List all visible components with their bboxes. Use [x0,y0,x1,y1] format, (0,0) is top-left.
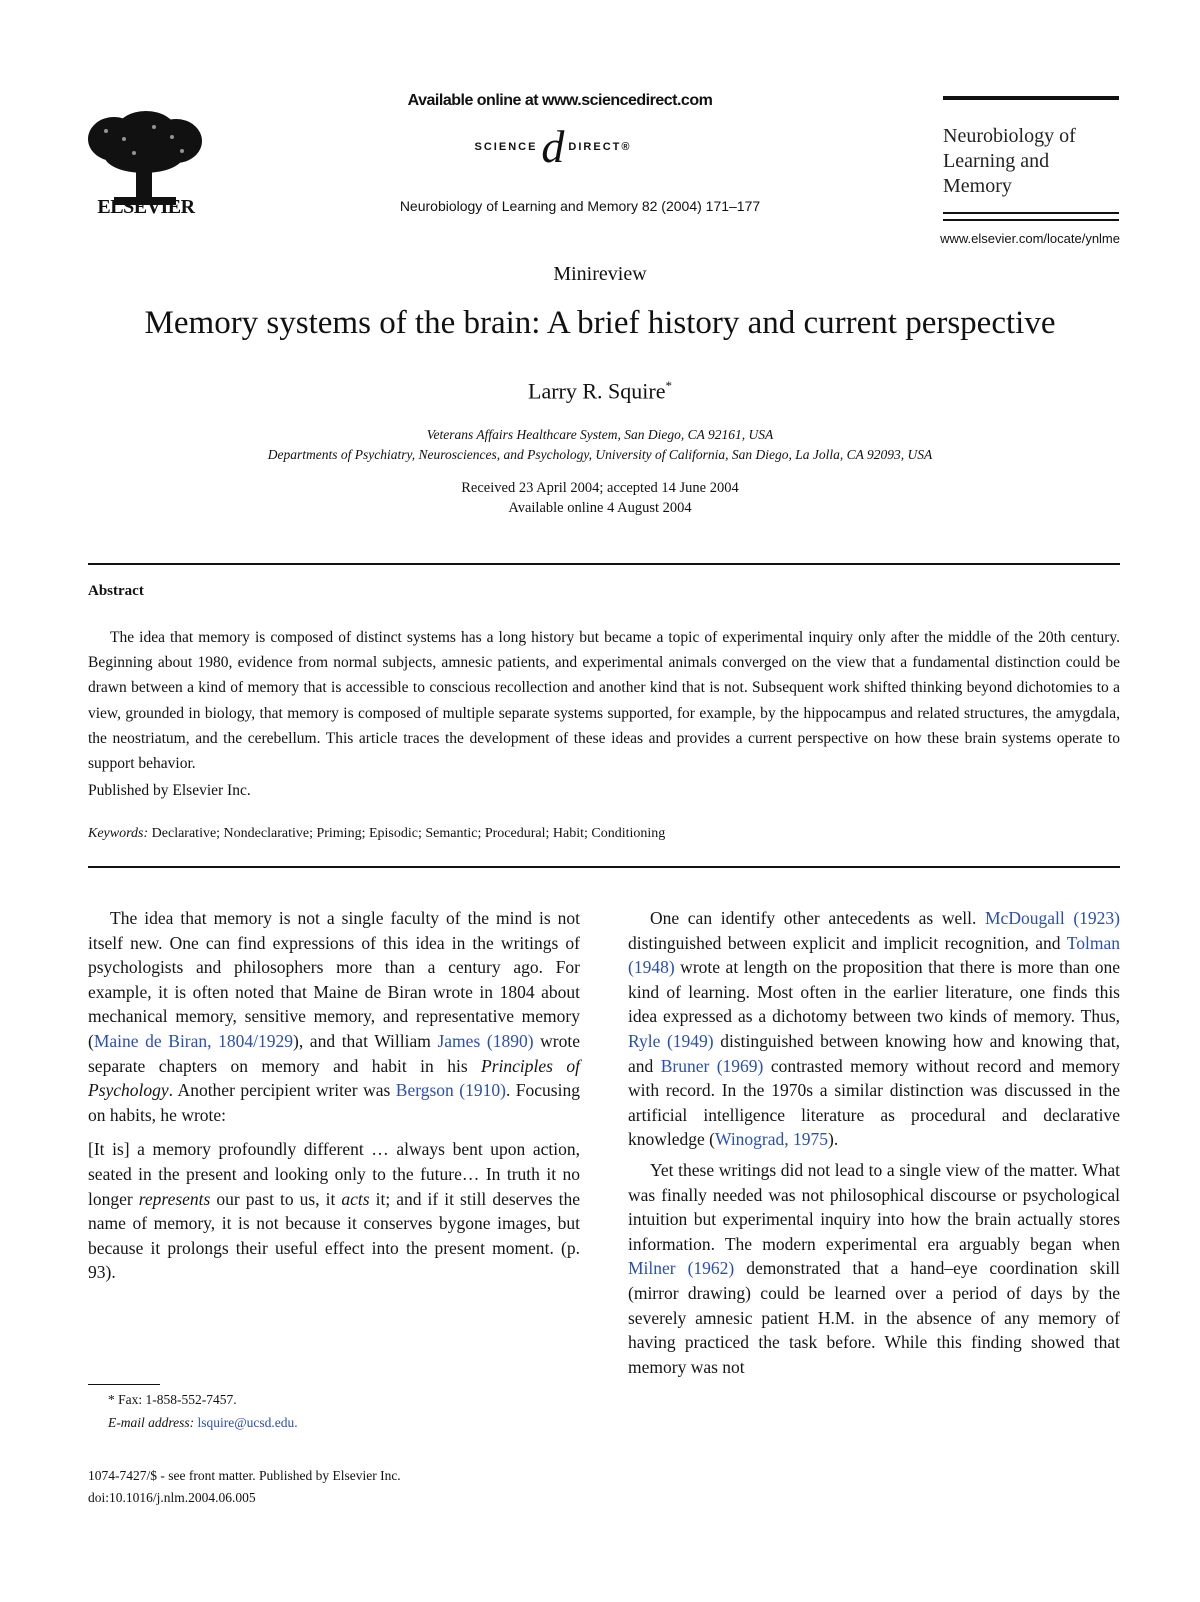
sciencedirect-logo [438,121,668,172]
author-name: Larry R. Squire [528,378,666,404]
affiliation-1: Veterans Affairs Healthcare System, San Diego, CA 92161, USA [426,427,774,442]
journal-rule-bottom-2 [943,219,1119,221]
citation-link[interactable]: Bruner (1969) [660,1055,764,1076]
footnote-email [108,1415,298,1431]
citation-link[interactable]: Winograd, 1975 [715,1129,829,1150]
footnote-fax: * Fax: 1-858-552-7457. [108,1392,237,1407]
journal-rule-top [943,96,1119,100]
published-by: Published by Elsevier Inc. [88,782,251,799]
paragraph: The idea that memory is not a single faculty of the mind is not itself new. One can find expressions of this idea in the writings of psychologists and philosophers more than a century ago. For example, it is often noted that Maine de Biran wrote in 1804 about mechanical memory, sensitive memory, and representative memory (Maine de Biran, 1804/1929), and that William James (1890) wrote separate chapters on memory and habit in his Principles of Psychology. Another percipient writer was Bergson (1910). Focusing on habits, he wrote: [88,908,581,1125]
citation-link[interactable]: McDougall (1923) [985,908,1120,928]
citation-link[interactable]: Tolman (1948) [628,932,1120,978]
sciencedirect-at-icon: d [541,121,565,172]
abstract-body: The idea that memory is composed of distinct systems has a long history but became a topic of experimental inquiry only after the middle of the 20th century. Beginning about 1980, evidence from normal subjects, amnesic patients, and experimental animals converged on the view that a fundamental distinction could be drawn between a kind of memory that is accessible to conscious recollection and another kind that is not. Subsequent work shifted thinking beyond dichotomies to a view, grounded in biology, that memory is composed of multiple separate systems supported, for example, by the hippocampus and related structures, the amygdala, the neostriatum, and the cerebellum. This article traces the development of these ideas and provides a current perspective on how these brain systems operate to support behavior. [88,629,1120,773]
citation-link[interactable]: Ryle (1949) [628,1030,714,1051]
body-right-column [628,906,1120,1379]
body-left-column [88,906,580,1285]
citation-link[interactable]: Maine de Biran, 1804/1929 [93,1030,293,1051]
citation-link[interactable]: James (1890) [437,1030,534,1051]
abstract-heading: Abstract [88,583,144,599]
sciencedirect-left: SCIENCE [474,141,538,153]
author-footnote-mark[interactable]: * [665,378,672,393]
available-online-banner: Available online at www.sciencedirect.com [407,92,713,109]
keywords-list: Declarative; Nondeclarative; Priming; Episodic; Semantic; Procedural; Habit; Conditioning [151,826,666,841]
journal-url-link[interactable]: www.elsevier.com/locate/ynlme [940,231,1120,246]
email-label: E-mail address: [108,1415,195,1430]
sciencedirect-right: DIRECT® [568,141,632,153]
abstract-bottom-rule [88,866,1120,868]
abstract-top-rule [88,563,1120,565]
paragraph: Yet these writings did not lead to a single view of the matter. What was finally needed was not philosophical discourse or psychological intuition but experimental inquiry into how the brain actually stores information. The modern experimental era arguably began when Milner (1962) demonstrated that a hand–eye coordination skill (mirror drawing) could be learned over a period of days by the severely amnesic patient H.M. in the absence of any memory of having practiced the task before. While this finding showed that memory was not [628,1159,1120,1377]
available-date: Available online 4 August 2004 [508,500,692,516]
citation-link[interactable]: Bergson (1910) [395,1080,506,1101]
email-link[interactable]: lsquire@ucsd.edu. [197,1415,298,1430]
block-quote: [It is] a memory profoundly different … always bent upon action, seated in the present and looking only to the future… In truth it no longer represents our past to us, it acts it; and if it still deserves the name of memory, it is not because it conserves bygone images, but because it prolongs their useful effect into the present moment. (p. 93). [88,1139,580,1283]
journal-rule-bottom-1 [943,212,1119,214]
article-title: Memory systems of the brain: A brief history and current perspective [144,305,1056,341]
keywords-label: Keywords: [88,826,149,841]
journal-title-line2: Learning and Memory [943,150,1050,197]
abstract-text [88,625,1120,776]
journal-title [943,124,1119,199]
footnote-rule [88,1384,160,1385]
citation-link[interactable]: Milner (1962) [628,1258,735,1279]
journal-title-line1: Neurobiology of [943,125,1076,147]
issn-line: 1074-7427/$ - see front matter. Published by Elsevier Inc. [88,1468,401,1483]
article-type: Minireview [553,263,647,285]
journal-citation: Neurobiology of Learning and Memory 82 (2004) 171–177 [399,198,761,214]
elsevier-wordmark: ELSEVIER [97,196,195,218]
affiliation-2: Departments of Psychiatry, Neurosciences, and Psychology, University of California, San Diego, La Jolla, CA 92093, USA [267,447,933,462]
received-dates: Received 23 April 2004; accepted 14 June 2004 [461,480,739,496]
doi-line: doi:10.1016/j.nlm.2004.06.005 [88,1490,256,1505]
keywords [88,826,1120,842]
author-line [0,378,1200,404]
paragraph: One can identify other antecedents as well. McDougall (1923) distinguished between explicit and implicit recognition, and Tolman (1948) wrote at length on the proposition that there is more than one kind of learning. Most often in the earlier literature, one finds this idea expressed as a dichotomy between two kinds of memory. Thus, Ryle (1949) distinguished between knowing how and knowing that, and Bruner (1969) contrasted memory without record and memory with record. In the 1970s a similar distinction was discussed in the artificial intelligence literature as procedural and declarative knowledge (Winograd, 1975). [628,908,1120,1150]
